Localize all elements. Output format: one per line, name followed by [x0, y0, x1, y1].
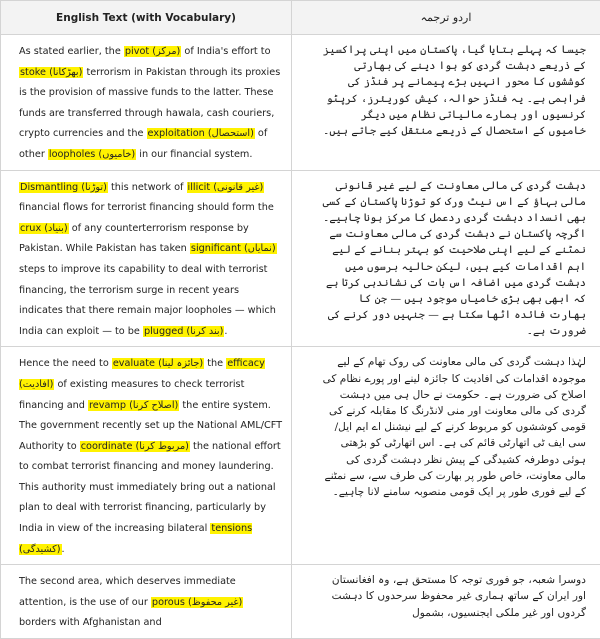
english-column-header: English Text (with Vocabulary) — [1, 1, 292, 35]
vocab-highlight: efficacy (افادیت) — [19, 358, 265, 390]
table-row — [1, 35, 600, 171]
paragraph-text: terrorism in Pakistan through its proxies is the provision of massive funds to the latter. These funds are transferred through hawala, cash couriers, crypto currencies and the — [19, 67, 280, 140]
vocab-highlight: illicit (غیر قانونی) — [187, 182, 265, 193]
vocab-highlight: revamp (اصلاح کرنا) — [88, 400, 179, 411]
vocab-highlight: pivot (مرکز) — [124, 46, 181, 57]
english-text-cell — [1, 347, 292, 565]
vocab-highlight: stoke (بھڑکانا) — [19, 67, 83, 78]
vocab-highlight: exploitation (استحصال) — [147, 128, 255, 139]
vocab-highlight: plugged (بند کرنا) — [143, 326, 224, 337]
paragraph-text: of India's effort to — [181, 46, 270, 57]
english-text-cell — [1, 565, 292, 639]
vocab-highlight: coordinate (مربوط کرنا) — [80, 441, 190, 452]
urdu-text-cell: جیسا کہ پہلے بتایا گیا، پاکستان میں اپنی پراکسیز کے ذریعے دہشت گردی کو ہوا دینے کی بھارتی کوششوں کا محور انہیں بڑے پیمانے پر فنڈز کی فراہمی ہے۔ یہ فنڈز حوالہ، کیش کوریئرز، کرپٹو کرنسیوں اور ہمارے مالیاتی نظام میں دیگر خامیوں کے استحصال کے ذریعے منتقل کیے جاتے ہیں۔ — [292, 35, 600, 171]
urdu-column-header: اردو ترجمہ — [292, 1, 600, 35]
paragraph-text: steps to improve its capability to deal with terrorist financing, the terrorism surge in recent years indicates that there remain major loopholes — which India can exploit — to be — [19, 264, 276, 337]
urdu-text-cell: دوسرا شعبہ، جو فوری توجہ کا مستحق ہے، وہ افغانستان اور ایران کے ساتھ ہماری غیر محفوظ سرحدوں کا دہشت گردوں اور غیر ملکی ایجنسیوں، بشمول — [292, 565, 600, 639]
paragraph-text: . — [224, 326, 227, 337]
paragraph-text: the — [204, 358, 226, 369]
urdu-text-cell: لہٰذا دہشت گردی کی مالی معاونت کی روک تھام کے لیے موجودہ اقدامات کی افادیت کا جائزہ لینے اور پورے نظام کی اصلاح کی ضرورت ہے۔ حکومت نے حال ہی میں دہشت گردی کی مالی معاونت اور منی لانڈرنگ کا مقابلہ کرنے کی قومی کوششوں کو مربوط کرنے کے لیے نیشنل اے ایم ایل/سی ایف ٹی اتھارٹی قائم کی ہے۔ اس اتھارٹی کو بڑھتی ہوئی دوطرفہ کشیدگی کے پیش نظر دہشت گردی کی مالی معاونت، خاص طور پر بھارت کی طرف سے، سے نمٹنے کے لیے فوری طور پر ایک قومی منصوبہ سامنے لانا چاہیے۔ — [292, 347, 600, 565]
english-text-cell — [1, 170, 292, 347]
paragraph-text: in our financial system. — [136, 149, 252, 160]
vocab-highlight: tensions (کشیدگی) — [19, 523, 252, 555]
english-text-cell — [1, 35, 292, 171]
paragraph-text: . — [62, 544, 65, 555]
paragraph-text: of any counterterrorism response by Pakistan. While Pakistan has taken — [19, 223, 249, 255]
paragraph-text: Hence the need to — [19, 358, 112, 369]
vocab-highlight: Dismantling (توڑنا) — [19, 182, 108, 193]
table-row — [1, 565, 600, 639]
urdu-text-cell: دہشت گردی کی مالی معاونت کے لیے غیر قانونی مالی بہاؤ کے اس نیٹ ورک کو توڑنا پاکستان کے کسی بھی انسداد دہشت گردی ردعمل کا مرکز ہونا چاہیے۔ اگرچہ پاکستان نے دہشت گردی کی مالی معاونت سے نمٹنے کے لیے اپنی صلاحیت کو بہتر بنانے کے لیے اہم اقدامات کیے ہیں، لیکن حالیہ برسوں میں دہشت گردی میں اضافہ اس بات کی نشاندہی کرتا ہے کہ ابھی بھی بڑی خامیاں موجود ہیں — جن کا بھارت فائدہ اٹھا سکتا ہے — جنہیں دور کرنے کی ضرورت ہے۔ — [292, 170, 600, 347]
paragraph-text: the entire system. The government recently set up the National AML/CFT Authority to — [19, 400, 282, 452]
paragraph-text: the national effort to combat terrorist financing and money laundering. This authority must immediately bring out a national plan to deal with terrorist financing, particularly by India in view of the increasing bilateral — [19, 441, 281, 534]
vocab-highlight: significant (نمایاں) — [190, 243, 277, 254]
table-row — [1, 170, 600, 347]
vocab-highlight: loopholes (خامیوں) — [48, 149, 136, 160]
table-header-row — [1, 1, 600, 35]
vocab-highlight: evaluate (جائزہ لینا) — [112, 358, 204, 369]
paragraph-text: this network of — [108, 182, 187, 193]
paragraph-text: of existing measures to check terrorist financing and — [19, 379, 244, 411]
paragraph-text: As stated earlier, the — [19, 46, 124, 57]
paragraph-text: of other — [19, 128, 267, 160]
paragraph-text: The second area, which deserves immediate attention, is the use of our — [19, 576, 236, 608]
paragraph-text: financial flows for terrorist financing should form the — [19, 202, 274, 213]
vocab-highlight: porous (غیر محفوظ) — [151, 597, 243, 608]
paragraph-text: borders with Afghanistan and — [19, 617, 162, 628]
vocab-highlight: crux (بنیاد) — [19, 223, 69, 234]
table-row — [1, 347, 600, 565]
